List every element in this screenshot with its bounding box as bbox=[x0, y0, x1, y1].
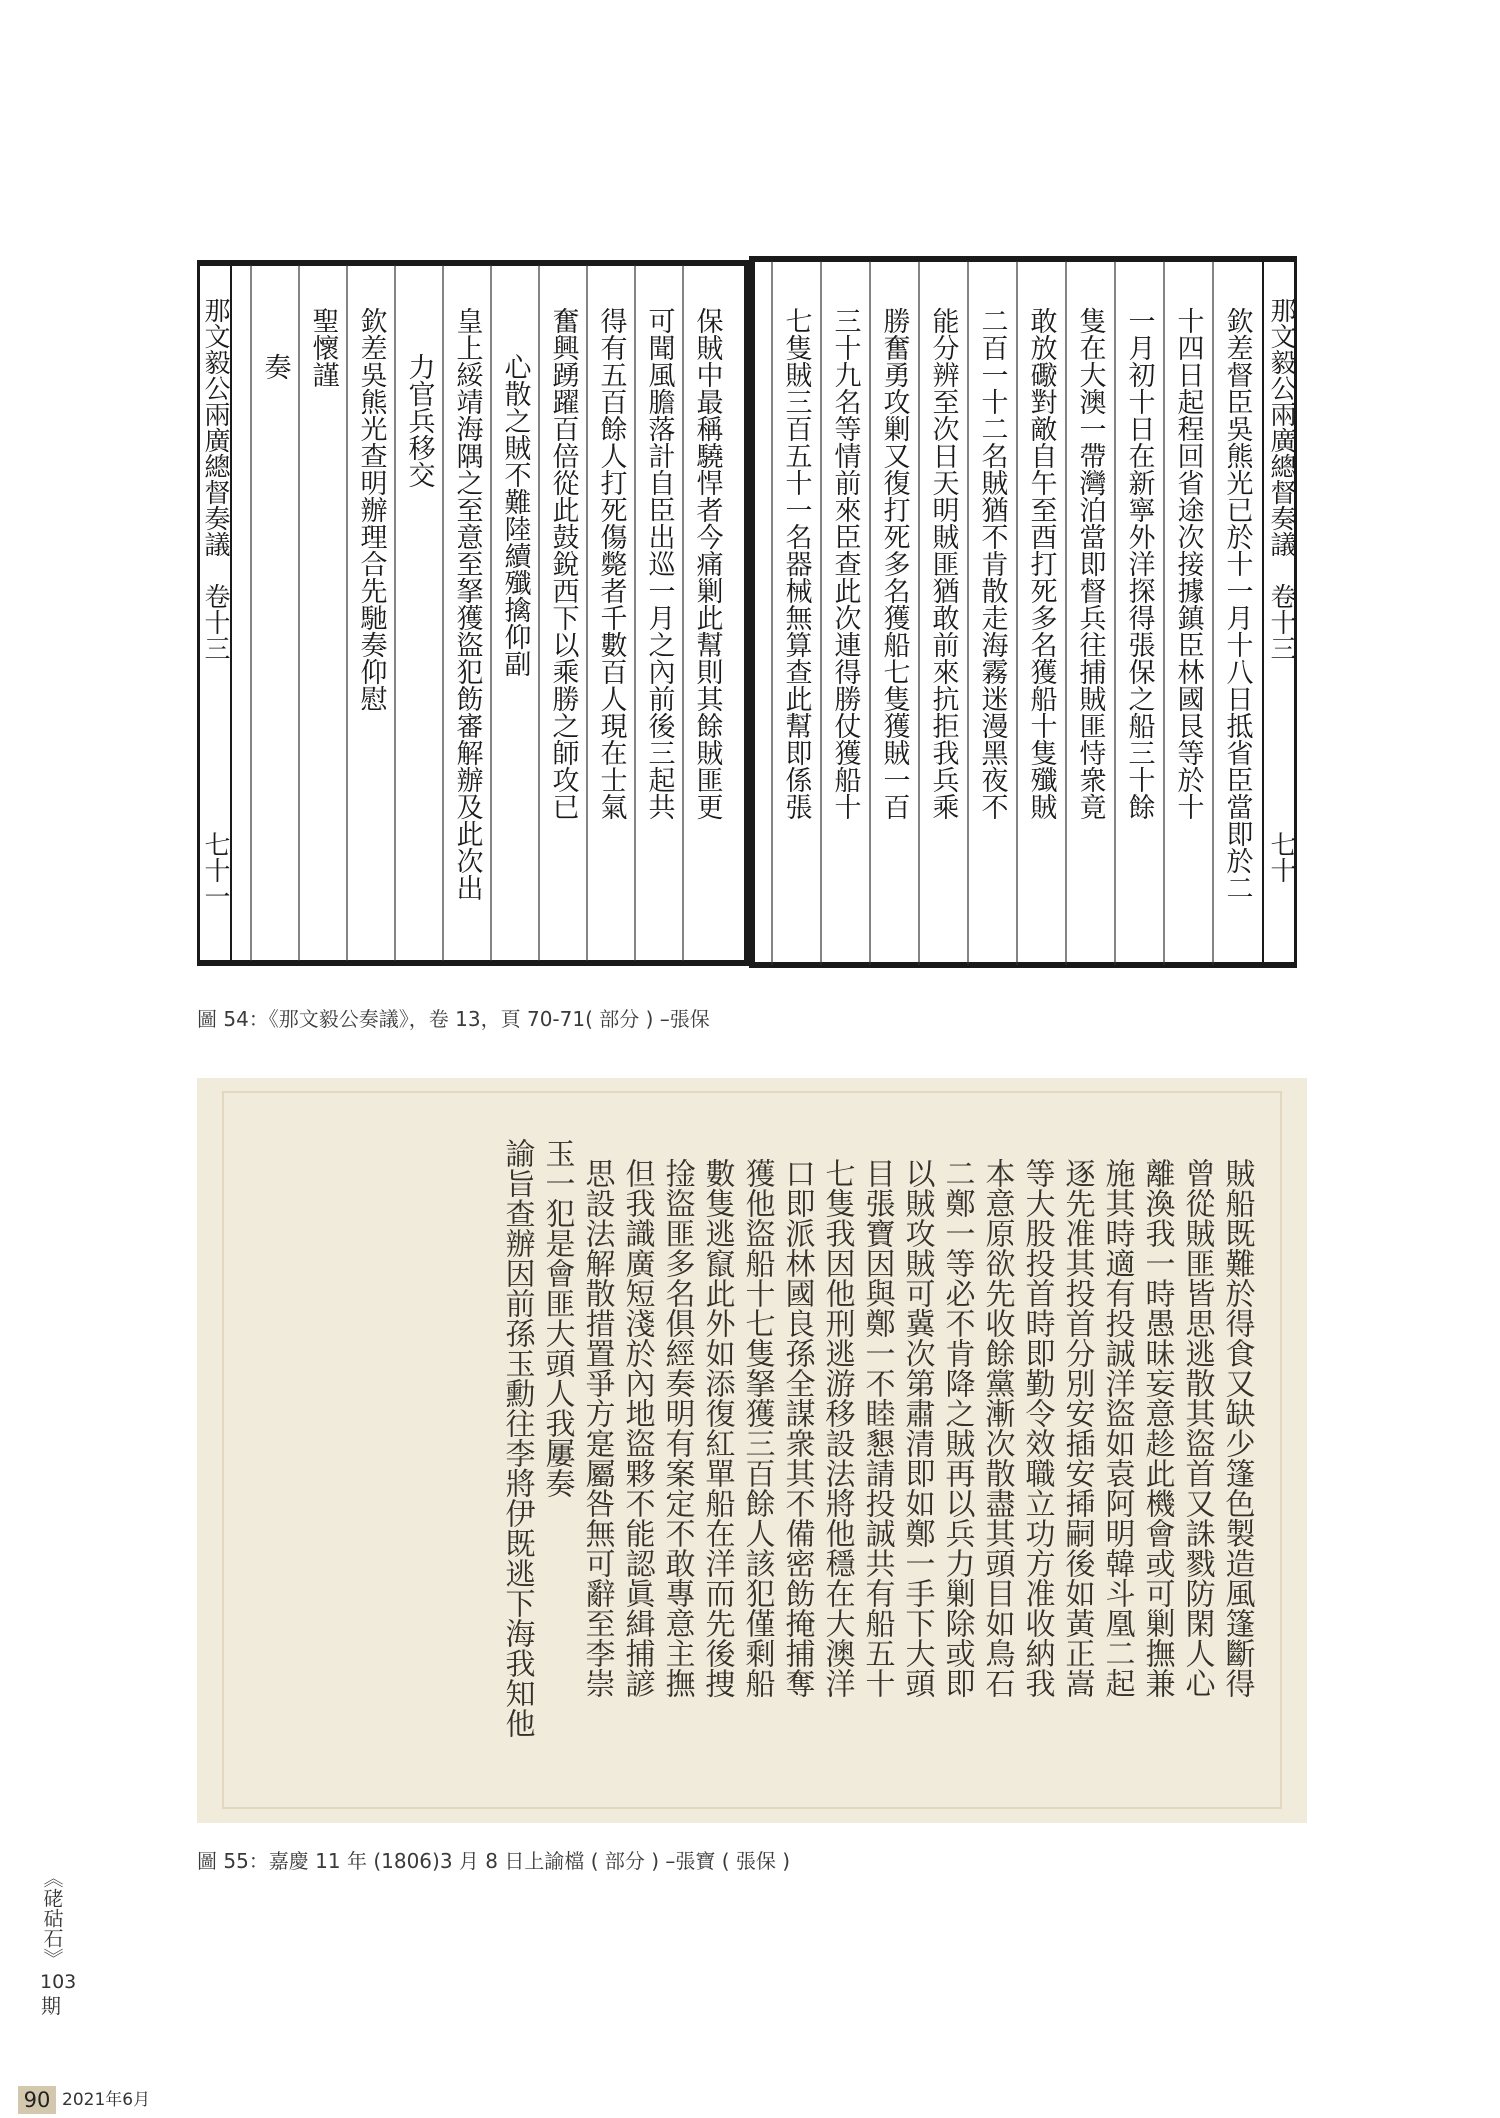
left-page-text-column: 聖懷謹 bbox=[307, 307, 339, 388]
magazine-title: 《硓𥑮石》 bbox=[40, 1868, 64, 1968]
right-page-number: 七十 bbox=[1266, 831, 1296, 883]
right-page-text-column: 七隻賊三百五十一名器械無算查此幫即係張 bbox=[780, 307, 812, 820]
issue-date: 2021年6月 bbox=[62, 2090, 151, 2110]
left-page-text-column: 保賊中最稱驍悍者今痛剿此幫則其餘賊匪更 bbox=[691, 307, 723, 820]
left-page-text-column: 欽差吳熊光查明辦理合先馳奏仰慰 bbox=[355, 307, 387, 712]
handwritten-column: 目張寶因與鄭一不睦懇請投誠共有船五十 bbox=[859, 1158, 895, 1698]
handwritten-column: 離渙我一時愚昧妄意趁此機會或可剿撫兼 bbox=[1139, 1158, 1175, 1698]
handwritten-column: 本意原欲先收餘黨漸次散盡其頭目如鳥石 bbox=[979, 1158, 1015, 1698]
left-page-header-title: 那文毅公兩廣總督奏議 bbox=[200, 297, 230, 557]
right-page-text-column: 敢放礮對敵自午至酉打死多名獲船十隻殲賊 bbox=[1025, 307, 1057, 820]
figure-55-caption: 圖 55：嘉慶 11 年 (1806)3 月 8 日上諭檔 ( 部分 ) –張寶 ( 張保 ) bbox=[197, 1849, 791, 1873]
handwritten-column: 諭旨查辦因前孫玉勳往李將伊既逃下海我知他 bbox=[499, 1138, 535, 1738]
right-page-text-column: 勝奮勇攻剿又復打死多名獲船七隻獲賊一百 bbox=[878, 307, 910, 820]
right-page-text-column: 十四日起程回省途次接據鎮臣林國艮等於十 bbox=[1172, 307, 1204, 820]
handwritten-column: 逐先准其投首分別安插安揷嗣後如黃正嵩 bbox=[1059, 1158, 1095, 1698]
right-page-header-volume: 卷十三 bbox=[1266, 583, 1296, 661]
left-page-header-volume: 卷十三 bbox=[200, 583, 230, 661]
handwritten-column: 曾從賊匪皆思逃散其盜首又誅戮防閑人心 bbox=[1179, 1158, 1215, 1698]
figure-54-image bbox=[197, 253, 1297, 973]
magazine-sidebar bbox=[40, 1868, 77, 2018]
right-page-text-column: 欽差督臣吳熊光已於十一月十八日抵省臣當即於二 bbox=[1221, 307, 1253, 901]
handwritten-column: 獲他盜船十七隻拏獲三百餘人該犯僅剩船 bbox=[739, 1158, 775, 1698]
left-page-text-column: 力官兵移交 bbox=[403, 353, 435, 488]
handwritten-column: 賊船既難於得食又缺少篷色製造風篷斷得 bbox=[1219, 1158, 1255, 1698]
right-page-text-column: 三十九名等情前來臣查此次連得勝仗獲船十 bbox=[829, 307, 861, 820]
issue-number: 103 bbox=[40, 1971, 77, 1993]
left-page-text-column: 奏 bbox=[259, 353, 291, 380]
handwritten-column: 數隻逃竄此外如添復紅單船在洋而先後捜 bbox=[699, 1158, 735, 1698]
handwritten-column: 口即派林國良孫全謀衆其不備密飭掩捕奪 bbox=[779, 1158, 815, 1698]
issue-unit: 期 bbox=[41, 1994, 61, 2018]
handwritten-column: 但我識廣短淺於內地盜夥不能認眞緝捕諺 bbox=[619, 1158, 655, 1698]
handwritten-column: 二鄭一等必不肯降之賊再以兵力剿除或即 bbox=[939, 1158, 975, 1698]
handwritten-column: 等大股投首時即勤令效職立功方准收納我 bbox=[1019, 1158, 1055, 1698]
handwritten-column: 思設法解散措置爭方寔屬咎無可辭至李崇 bbox=[579, 1158, 615, 1698]
right-page-header-title: 那文毅公兩廣總督奏議 bbox=[1266, 297, 1296, 557]
right-page-text-column: 一月初十日在新寧外洋探得張保之船三十餘 bbox=[1123, 307, 1155, 820]
left-page-text-column: 得有五百餘人打死傷斃者千數百人現在士氣 bbox=[595, 307, 627, 820]
figure-54-caption: 圖 54：《那文毅公奏議》，卷 13，頁 70-71( 部分 ) –張保 bbox=[197, 1007, 710, 1031]
handwritten-column: 捦盜匪多名俱經奏明有案定不敢專意主撫 bbox=[659, 1158, 695, 1698]
left-page-text-column: 皇上綏靖海隅之至意至拏獲盜犯飭審解辦及此次出 bbox=[451, 307, 483, 901]
right-page-text-column: 能分辨至次日天明賊匪猶敢前來抗拒我兵乘 bbox=[927, 307, 959, 820]
left-page-number: 七十一 bbox=[200, 831, 230, 909]
left-page-text-column: 可聞風膽落計自臣出巡一月之內前後三起共 bbox=[643, 307, 675, 820]
page-number: 90 bbox=[18, 2086, 56, 2114]
left-page-text-column: 奮興踴躍百倍從此鼓銳西下以乘勝之師攻已 bbox=[547, 307, 579, 820]
handwritten-column: 玉一犯是會匪大頭人我屢奏 bbox=[539, 1138, 575, 1498]
left-page-text-column: 心散之賊不難陸續殲擒仰副 bbox=[499, 353, 531, 677]
right-page-text-column: 隻在大澳一帶灣泊當即督兵往捕賊匪恃衆竟 bbox=[1074, 307, 1106, 820]
handwritten-column: 施其時適有投誠洋盜如袁阿明韓斗凰二起 bbox=[1099, 1158, 1135, 1698]
handwritten-column: 以賊攻賊可冀次第肅清即如鄭一手下大頭 bbox=[899, 1158, 935, 1698]
right-page-text-column: 二百一十二名賊猶不肯散走海霧迷漫黑夜不 bbox=[976, 307, 1008, 820]
figure-55-image bbox=[197, 1078, 1307, 1823]
handwritten-column: 七隻我因他刑逃游移設法將他穩在大澳洋 bbox=[819, 1158, 855, 1698]
